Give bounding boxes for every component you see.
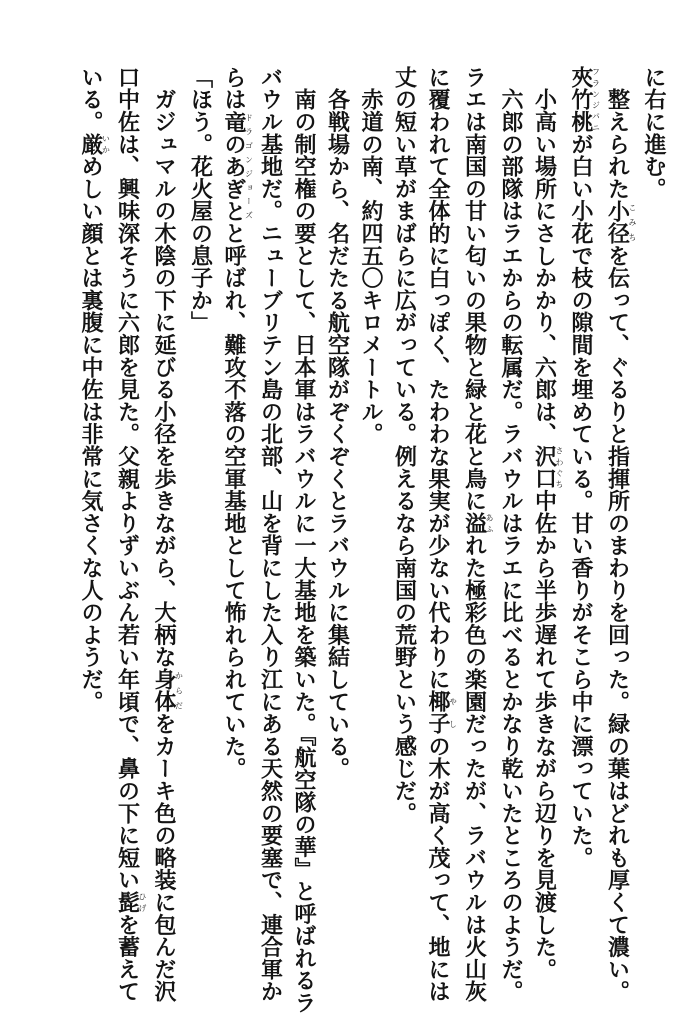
text-segment: 赤道の南、約四五〇キロメートル。 — [358, 66, 384, 446]
ruby-base: 竜のあぎと — [221, 110, 247, 223]
ruby-annotation — [568, 66, 601, 133]
ruby-annotation — [461, 512, 494, 535]
text-segment: 南の制空権の要として、日本軍はラバウルに一大基地を築いた。『航空隊の華』と呼ばれるラ — [291, 66, 317, 1014]
ruby-annotation — [531, 445, 564, 490]
text-segment: の木が高く茂って、地には — [425, 735, 451, 1003]
text-line — [600, 66, 637, 1003]
ruby-reading: ひげ — [138, 891, 147, 914]
text-segment: バウル基地だ。ニューブリテン島の北部、山を背にした入り江にある天然の要塞で、連合軍か — [257, 66, 284, 1003]
text-segment: 丈の短い草がまばらに広がっている。例えるなら南国の荒野という感じだ。 — [391, 66, 418, 825]
text-line — [183, 66, 217, 966]
text-segment: と呼ばれ、難攻不落の空軍基地として怖れられていた。 — [221, 222, 247, 780]
ruby-reading: ドラゴンジョーズ — [244, 110, 254, 223]
text-segment: 整えられた — [604, 66, 631, 200]
text-line — [527, 66, 564, 981]
ruby-reading: フランジパニ — [591, 66, 601, 133]
text-segment: が白い小花で枝の隙間を埋めている。甘い香りがそこら中に漂っていた。 — [568, 132, 594, 869]
ruby-base: 髭 — [114, 891, 141, 914]
text-segment: に右に進む。 — [641, 66, 667, 200]
text-segment: 小高い場所にさしかかり、六郎は、 — [531, 66, 558, 446]
text-segment: に覆われて全体的に白っぽく、たわわな果実が少ない代わりに — [425, 66, 451, 691]
text-line — [564, 66, 601, 966]
text-line — [354, 66, 388, 966]
ruby-base: 小径 — [604, 199, 631, 245]
text-segment: ラエは南国の甘い匂いの果物と緑と花と鳥に — [461, 66, 488, 512]
text-segment: 中佐から半歩遅れて歩きながら辺りを見渡した。 — [531, 489, 558, 981]
vertical-text-body — [74, 66, 671, 1014]
text-line — [387, 66, 421, 966]
text-line — [421, 66, 458, 1003]
text-line — [637, 66, 671, 966]
ruby-base: 溢 — [461, 512, 488, 535]
text-segment: ガジュマルの木陰の下に延びる小径を歩きながら、大柄な — [151, 66, 177, 669]
text-line — [110, 66, 147, 1003]
ruby-annotation — [151, 668, 184, 713]
text-segment: をカーキ色の略装に包んだ沢 — [151, 712, 177, 1003]
text-segment: めしい顔とは裏腹に中佐は非常に気さくな人のようだ。 — [78, 155, 104, 713]
ruby-annotation — [604, 199, 637, 245]
text-line — [253, 66, 287, 1003]
text-segment: れた極彩色の楽園だったが、ラバウルは火山灰 — [461, 534, 488, 1003]
ruby-reading: からだ — [174, 668, 184, 713]
text-segment: 各戦場から、名だたる航空隊がぞくぞくとラバウルに集結している。 — [324, 66, 351, 780]
ruby-annotation — [114, 891, 147, 914]
text-line — [147, 66, 184, 1003]
ruby-base: 夾竹桃 — [568, 66, 594, 133]
text-line — [217, 66, 254, 966]
text-segment: を伝って、ぐるりと指揮所のまわりを回った。緑の葉はどれも厚くて濃い。 — [604, 244, 631, 1003]
text-line — [74, 66, 111, 966]
text-segment: らは — [221, 66, 247, 111]
ruby-base: 厳 — [78, 132, 104, 156]
ruby-reading: こみち — [628, 199, 637, 245]
ruby-annotation — [221, 110, 254, 223]
ruby-reading: さわぐち — [555, 445, 564, 490]
text-segment: 口中佐は、興味深そうに六郎を見た。父親よりずいぶん若い年頃で、鼻の下に短い — [114, 66, 141, 892]
ruby-reading: いか — [101, 132, 111, 156]
text-segment: いる。 — [78, 66, 104, 133]
ruby-annotation — [425, 690, 458, 736]
text-segment: 六郎の部隊はラエからの転属だ。ラバウルはラエに比べるとかなり乾いたところのようだ。 — [498, 66, 524, 1003]
ruby-base: 身体 — [151, 668, 177, 713]
ruby-base: 椰子 — [425, 690, 451, 736]
ruby-reading: やし — [448, 690, 458, 735]
ruby-reading: あふ — [485, 512, 494, 535]
text-line — [287, 66, 321, 1014]
ruby-base: 沢口 — [531, 445, 558, 490]
text-segment: を蓄えて — [114, 913, 141, 1003]
text-line — [457, 66, 494, 1003]
ruby-annotation — [78, 132, 111, 156]
text-line — [320, 66, 354, 966]
text-line — [494, 66, 528, 1003]
text-segment: 「ほう。花火屋の息子か」 — [187, 66, 214, 334]
